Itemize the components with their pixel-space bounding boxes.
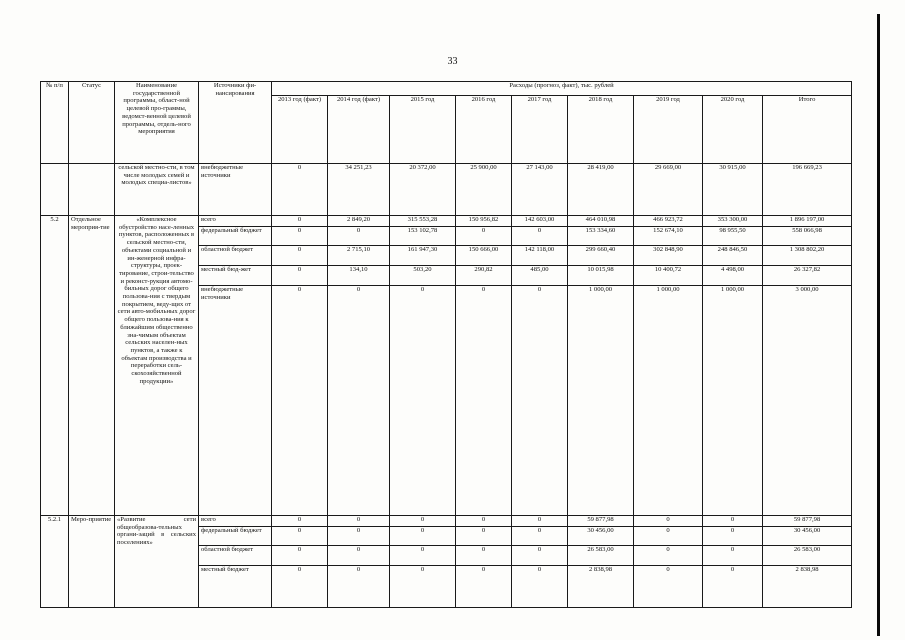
total-cell: 1 896 197,00 (763, 216, 852, 227)
value-cell: 34 251,23 (328, 164, 390, 216)
value-cell: 290,82 (456, 266, 512, 286)
value-cell: 26 583,00 (568, 546, 634, 566)
value-cell: 0 (272, 216, 328, 227)
value-cell: 0 (456, 546, 512, 566)
value-cell: 0 (390, 286, 456, 516)
value-cell: 2 838,98 (568, 566, 634, 608)
value-cell: 0 (272, 164, 328, 216)
value-cell: 0 (272, 527, 328, 546)
value-cell: 59 877,98 (568, 516, 634, 527)
value-cell: 0 (328, 566, 390, 608)
value-cell: 0 (512, 227, 568, 246)
value-cell: 0 (272, 516, 328, 527)
value-cell: 0 (703, 546, 763, 566)
source-cell: областной бюджет (199, 246, 272, 266)
header-year: 2013 год (факт) (272, 96, 328, 164)
total-cell: 1 308 802,20 (763, 246, 852, 266)
total-cell: 59 877,98 (763, 516, 852, 527)
value-cell: 161 947,30 (390, 246, 456, 266)
budget-table (40, 81, 852, 608)
table-row (41, 164, 852, 216)
header-row-top (41, 82, 852, 96)
value-cell: 2 849,20 (328, 216, 390, 227)
source-cell: всего (199, 516, 272, 527)
value-cell: 134,10 (328, 266, 390, 286)
value-cell: 0 (703, 566, 763, 608)
table-row (41, 216, 852, 227)
value-cell: 153 102,78 (390, 227, 456, 246)
total-cell: 196 669,23 (763, 164, 852, 216)
value-cell: 0 (456, 527, 512, 546)
value-cell: 0 (272, 266, 328, 286)
value-cell: 0 (512, 546, 568, 566)
header-year: 2015 год (390, 96, 456, 164)
total-cell: 30 456,00 (763, 527, 852, 546)
value-cell: 27 143,00 (512, 164, 568, 216)
value-cell: 0 (390, 527, 456, 546)
value-cell: 0 (512, 516, 568, 527)
value-cell: 30 456,00 (568, 527, 634, 546)
value-cell: 0 (328, 286, 390, 516)
value-cell: 20 372,00 (390, 164, 456, 216)
item-number: 5.2.1 (41, 516, 69, 608)
item-status: Отдельное мероприя-тие (69, 216, 115, 516)
value-cell: 0 (272, 566, 328, 608)
value-cell: 302 848,90 (634, 246, 703, 266)
value-cell: 0 (328, 227, 390, 246)
source-cell: местный бюджет (199, 566, 272, 608)
source-cell: внебюджетные источники (199, 164, 272, 216)
value-cell: 0 (512, 286, 568, 516)
header-status: Статус (69, 82, 115, 164)
header-year: 2020 год (703, 96, 763, 164)
value-cell: 0 (272, 227, 328, 246)
value-cell: 485,00 (512, 266, 568, 286)
value-cell: 0 (456, 516, 512, 527)
item-name: «Комплексное обустройство насе-ленных пунктов, расположенных в сельской местно-сти, объектами социальной и ин-женерной инфра-структуры, проек-тирование, строи-тельство и реконст-рукция автомо-бильных дорог общего пользова-ния с твердым покрытием, веду-щих от сети авто-мобильных дорог общего пользова-ния к ближайшим общественно зна-чимым объектам сельских населен-ных пунктов, а также к объектам производства и переработки сель-скохозяйственной продукции» (115, 216, 199, 516)
value-cell: 1 000,00 (634, 286, 703, 516)
value-cell: 142 603,00 (512, 216, 568, 227)
item-status: Меро-приятие (69, 516, 115, 608)
source-cell: федеральный бюджет (199, 527, 272, 546)
source-cell: внебюджетные источники (199, 286, 272, 516)
value-cell: 0 (634, 527, 703, 546)
value-cell: 503,20 (390, 266, 456, 286)
source-cell: федеральный бюджет (199, 227, 272, 246)
value-cell: 29 669,00 (634, 164, 703, 216)
value-cell: 10 400,72 (634, 266, 703, 286)
total-cell: 558 066,98 (763, 227, 852, 246)
value-cell: 98 955,50 (703, 227, 763, 246)
source-cell: всего (199, 216, 272, 227)
value-cell: 0 (272, 286, 328, 516)
total-cell: 3 000,00 (763, 286, 852, 516)
value-cell: 153 334,60 (568, 227, 634, 246)
program-name-cell: сельской местно-сти, в том числе молодых семей и молодых специа-листов» (115, 164, 199, 216)
item-number: 5.2 (41, 216, 69, 516)
value-cell: 0 (328, 546, 390, 566)
value-cell: 142 118,00 (512, 246, 568, 266)
value-cell: 0 (328, 516, 390, 527)
page-number: 33 (447, 56, 458, 67)
value-cell: 0 (390, 546, 456, 566)
header-year: 2016 год (456, 96, 512, 164)
scan-edge-bar (877, 14, 880, 636)
value-cell: 0 (703, 516, 763, 527)
value-cell: 2 715,10 (328, 246, 390, 266)
value-cell: 0 (456, 286, 512, 516)
value-cell: 0 (512, 566, 568, 608)
value-cell: 315 553,28 (390, 216, 456, 227)
value-cell: 1 000,00 (703, 286, 763, 516)
value-cell: 464 010,98 (568, 216, 634, 227)
value-cell: 353 300,00 (703, 216, 763, 227)
table-row (41, 516, 852, 527)
item-name: «Развитие сети общеобразова-тельных органи-заций в сельских поселениях» (115, 516, 199, 608)
value-cell: 0 (328, 527, 390, 546)
value-cell: 0 (634, 566, 703, 608)
value-cell: 0 (390, 566, 456, 608)
header-name: Наименование государственной программы, област-ной целевой про-граммы, ведомст-венной целевой программы, отдель-ного мероприятия (115, 82, 199, 164)
value-cell: 150 666,00 (456, 246, 512, 266)
value-cell: 30 915,00 (703, 164, 763, 216)
source-cell: областной бюджет (199, 546, 272, 566)
value-cell: 25 900,00 (456, 164, 512, 216)
value-cell: 0 (634, 516, 703, 527)
header-source: Источники фи-нансирования (199, 82, 272, 164)
value-cell: 0 (512, 527, 568, 546)
value-cell: 0 (456, 227, 512, 246)
value-cell: 152 674,10 (634, 227, 703, 246)
value-cell: 0 (634, 546, 703, 566)
header-year: 2017 год (512, 96, 568, 164)
value-cell: 10 015,98 (568, 266, 634, 286)
total-cell: 26 327,82 (763, 266, 852, 286)
value-cell: 299 660,40 (568, 246, 634, 266)
value-cell: 1 000,00 (568, 286, 634, 516)
value-cell: 0 (456, 566, 512, 608)
header-no: № п/п (41, 82, 69, 164)
header-total: Итого (763, 96, 852, 164)
header-year: 2014 год (факт) (328, 96, 390, 164)
value-cell: 248 846,50 (703, 246, 763, 266)
value-cell: 0 (390, 516, 456, 527)
header-expenses: Расходы (прогноз, факт), тыс. рублей (272, 82, 852, 96)
value-cell: 4 498,00 (703, 266, 763, 286)
value-cell: 0 (272, 246, 328, 266)
value-cell: 28 419,00 (568, 164, 634, 216)
header-year: 2018 год (568, 96, 634, 164)
header-year: 2019 год (634, 96, 703, 164)
value-cell: 0 (272, 546, 328, 566)
value-cell: 150 956,82 (456, 216, 512, 227)
value-cell: 466 923,72 (634, 216, 703, 227)
source-cell: местный бюд-жет (199, 266, 272, 286)
total-cell: 2 838,98 (763, 566, 852, 608)
value-cell: 0 (703, 527, 763, 546)
total-cell: 26 583,00 (763, 546, 852, 566)
